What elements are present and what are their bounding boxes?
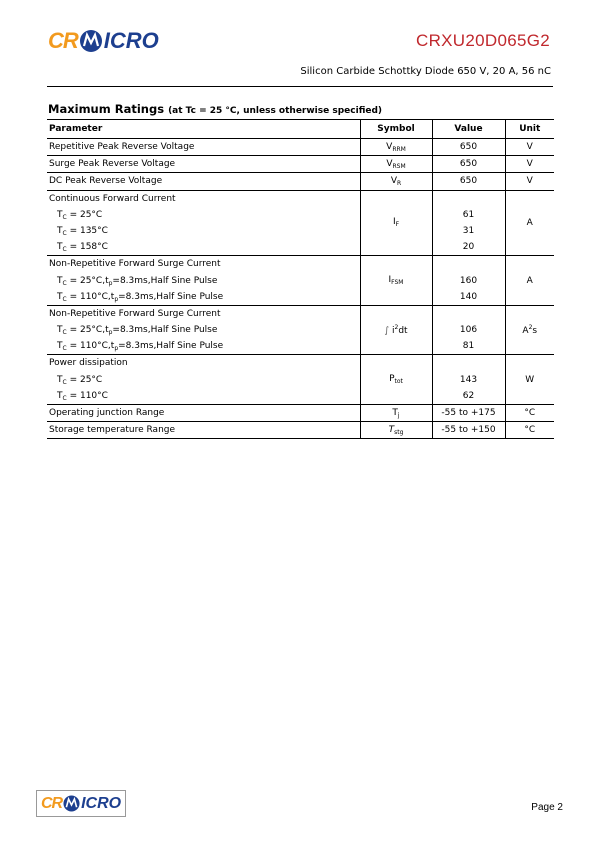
value-cell: 160 140 (432, 256, 505, 306)
parameter-cell: DC Peak Reverse Voltage (49, 176, 163, 187)
table-header-row (47, 120, 554, 139)
section-title (48, 102, 382, 116)
logo-icro-text: ICRO (81, 794, 122, 812)
unit-cell: W (505, 355, 554, 405)
condition-line: $T_C$ = $110^\circ C,t_p=8.3ms,Half$ Sine Pulse (57, 341, 224, 353)
logo-m-emblem-icon (62, 794, 81, 813)
value-cell: 650 (432, 156, 505, 173)
header-unit: Unit (505, 120, 554, 139)
company-logo (48, 28, 159, 54)
page-number: Page 2 (531, 802, 563, 813)
parameter-cell: Surge Peak Reverse Voltage (49, 159, 176, 170)
logo-m-emblem-icon (78, 28, 104, 54)
value-cell: -55 to +175 (432, 405, 505, 422)
table-row (47, 139, 554, 156)
table-row (47, 156, 554, 173)
section-qualifier: (at Tc = 25 °C, unless otherwise specified) (168, 106, 383, 116)
parameter-cell: Storage temperature Range (49, 425, 176, 436)
logo-cr-text: CR (48, 28, 78, 53)
unit-cell: °C (505, 422, 554, 439)
unit-cell: °C (505, 405, 554, 422)
parameter-cell: Non-Repetitive Forward Surge Current (49, 308, 221, 319)
unit-cell: A (505, 256, 554, 306)
parameter-cell: Non-Repetitive Forward Surge Current (49, 259, 221, 270)
section-title-text: Maximum Ratings (48, 102, 165, 116)
unit-cell: V (505, 156, 554, 173)
header-divider (47, 86, 553, 87)
footer-logo (36, 790, 126, 817)
unit-cell: V (505, 173, 554, 190)
parameter-cell: Operating junction Range (49, 408, 165, 418)
symbol-cell: $P_{tot}$ (360, 355, 432, 405)
condition-line: $T_C$ = $25^\circ C,t_p=8.3ms,Half$ Sine Pulse (57, 325, 218, 337)
value-cell: 106 81 (432, 305, 505, 355)
table-row (47, 305, 554, 355)
symbol-cell: $I_{FSM}$ (360, 256, 432, 306)
parameter-cell: Power dissipation (49, 358, 128, 369)
parameter-cell: Continuous Forward Current (49, 193, 176, 204)
unit-cell: $A^2s$ (505, 305, 554, 355)
symbol-cell: $V_{RRM}$ (360, 139, 432, 156)
table-row (47, 355, 554, 405)
document-subtitle: Silicon Carbide Schottky Diode 650 V, 20 A, 56 nC (300, 66, 551, 77)
table-row (47, 422, 554, 439)
integral-icon: ∫ (384, 326, 390, 337)
header-parameter: Parameter (47, 120, 360, 139)
table-row (47, 256, 554, 306)
symbol-cell: $T_j$ (360, 405, 432, 422)
condition-line: $T_C = 25^\circ C$ (57, 209, 103, 221)
condition-line: $T_C = 135^\circ C$ (57, 225, 108, 237)
logo-icro-text: ICRO (103, 28, 159, 53)
value-cell: 650 (432, 139, 505, 156)
condition-line: $T_C$ = $110^\circ C,t_p=8.3ms,Half$ Sine Pulse (57, 291, 224, 303)
table-row (47, 190, 554, 256)
parameter-cell: Repetitive Peak Reverse Voltage (49, 142, 195, 152)
value-cell: 650 (432, 173, 505, 190)
symbol-cell: $V_R$ (360, 173, 432, 190)
unit-cell: A (505, 190, 554, 256)
table-row (47, 173, 554, 190)
value-cell: 143 62 (432, 355, 505, 405)
maximum-ratings-table (47, 119, 554, 439)
symbol-cell: $V_{RSM}$ (360, 156, 432, 173)
part-number: CRXU20D065G2 (416, 31, 550, 50)
condition-line: $T_C = 110^\circ C$ (57, 390, 108, 402)
header-value: Value (432, 120, 505, 139)
condition-line: $T_C = 25^\circ C$ (57, 374, 103, 386)
logo-cr-text: CR (41, 794, 63, 812)
value-cell: 61 31 20 (432, 190, 505, 256)
table-row (47, 405, 554, 422)
value-cell: -55 to +150 (432, 422, 505, 439)
symbol-cell: $T_{stg}$ (360, 422, 432, 439)
condition-line: $T_C = 158^\circ C$ (57, 242, 108, 254)
unit-cell: V (505, 139, 554, 156)
symbol-cell: $I_F$ (360, 190, 432, 256)
condition-line: $T_C$ = $25^\circ C,t_p=8.3ms,Half$ Sine Pulse (57, 275, 218, 287)
header-symbol: Symbol (360, 120, 432, 139)
symbol-cell: ∫ $i^2dt$ (360, 305, 432, 355)
